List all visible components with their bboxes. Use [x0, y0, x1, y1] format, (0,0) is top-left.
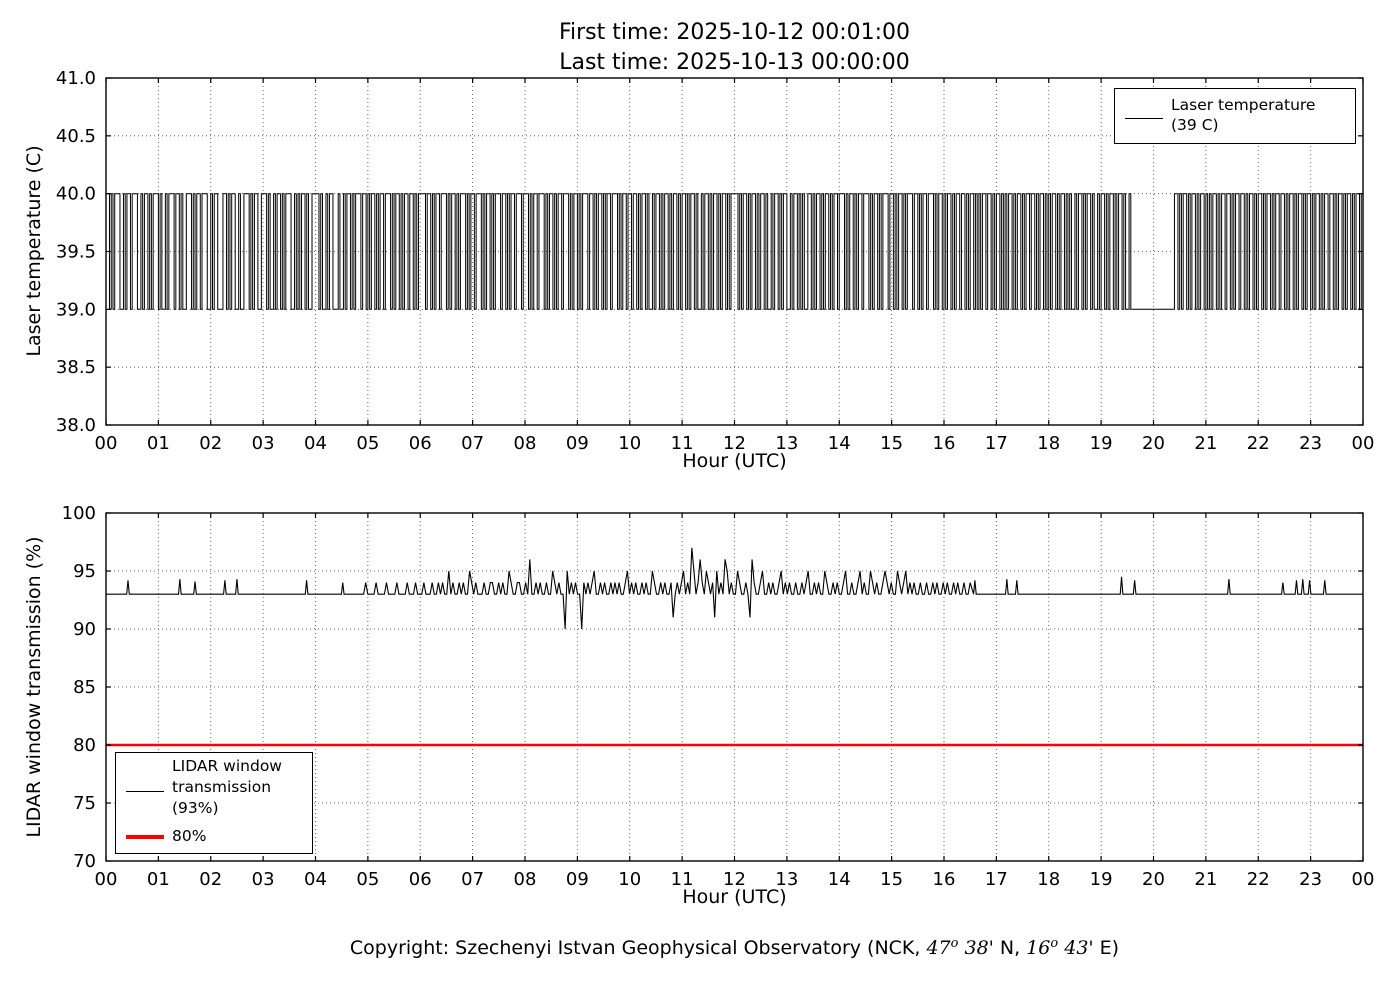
svg-text:02: 02 — [199, 869, 223, 890]
top-ylabel: Laser temperature (C) — [23, 145, 45, 357]
svg-text:16: 16 — [932, 869, 956, 890]
svg-text:00: 00 — [94, 433, 118, 454]
top-legend — [1114, 88, 1356, 144]
svg-text:03: 03 — [251, 433, 275, 454]
svg-text:15: 15 — [880, 869, 904, 890]
svg-text:19: 19 — [1089, 869, 1113, 890]
svg-text:21: 21 — [1194, 869, 1218, 890]
svg-text:12: 12 — [723, 869, 746, 890]
latitude-degrees: 47 — [926, 937, 951, 960]
legend-threshold-sample — [126, 835, 164, 839]
svg-text:02: 02 — [199, 433, 223, 454]
svg-text:12: 12 — [723, 433, 746, 454]
svg-text:09: 09 — [565, 869, 589, 890]
svg-text:23: 23 — [1299, 433, 1323, 454]
legend-label-line: Laser temperature — [1171, 96, 1316, 114]
bottom-legend-text — [172, 756, 282, 819]
svg-text:03: 03 — [251, 869, 275, 890]
longitude-minutes: 43' — [1058, 937, 1100, 960]
svg-text:22: 22 — [1246, 433, 1270, 454]
svg-text:01: 01 — [146, 869, 170, 890]
svg-text:04: 04 — [304, 433, 327, 454]
svg-text:39.0: 39.0 — [55, 299, 96, 321]
svg-text:00: 00 — [94, 869, 118, 890]
latitude-hemisphere: N, — [999, 937, 1027, 960]
svg-text:17: 17 — [984, 869, 1008, 890]
svg-text:40.0: 40.0 — [55, 183, 96, 205]
latitude-minutes: 38' — [958, 937, 1000, 960]
svg-text:08: 08 — [513, 433, 537, 454]
svg-text:14: 14 — [827, 433, 851, 454]
svg-text:21: 21 — [1194, 433, 1218, 454]
legend-line-sample — [1125, 118, 1163, 119]
svg-text:11: 11 — [670, 869, 694, 890]
svg-text:80: 80 — [73, 735, 96, 756]
legend-threshold-label: 80% — [172, 827, 207, 845]
svg-text:14: 14 — [827, 869, 851, 890]
svg-text:18: 18 — [1037, 433, 1061, 454]
svg-text:16: 16 — [932, 433, 956, 454]
legend-line-sample — [126, 791, 164, 792]
svg-text:90: 90 — [73, 619, 96, 640]
svg-text:07: 07 — [461, 433, 485, 454]
legend-label-line: (93%) — [172, 799, 219, 817]
svg-text:10: 10 — [618, 433, 642, 454]
copyright-text: Copyright: Szechenyi Istvan Geophysical Observatory (NCK, — [349, 937, 927, 960]
svg-text:05: 05 — [356, 869, 380, 890]
svg-text:75: 75 — [73, 793, 96, 814]
svg-text:41.0: 41.0 — [55, 68, 96, 89]
bottom-xlabel: Hour (UTC) — [682, 886, 787, 908]
svg-text:00: 00 — [1351, 433, 1375, 454]
svg-text:05: 05 — [356, 433, 380, 454]
svg-text:85: 85 — [73, 677, 96, 698]
svg-text:08: 08 — [513, 869, 537, 890]
svg-text:22: 22 — [1246, 869, 1270, 890]
svg-text:06: 06 — [408, 433, 432, 454]
svg-text:95: 95 — [73, 561, 96, 582]
svg-text:70: 70 — [73, 851, 96, 872]
svg-text:17: 17 — [984, 433, 1008, 454]
svg-text:39.5: 39.5 — [55, 241, 96, 263]
svg-text:19: 19 — [1089, 433, 1113, 454]
svg-text:07: 07 — [461, 869, 485, 890]
svg-text:20: 20 — [1142, 869, 1165, 890]
svg-text:40.5: 40.5 — [55, 125, 96, 147]
svg-text:13: 13 — [775, 869, 799, 890]
svg-text:23: 23 — [1299, 869, 1323, 890]
degree-symbol: o — [950, 936, 959, 951]
longitude-hemisphere: E) — [1099, 937, 1120, 960]
svg-text:10: 10 — [618, 869, 642, 890]
svg-text:38.5: 38.5 — [55, 357, 96, 379]
copyright — [106, 936, 1363, 959]
svg-text:100: 100 — [61, 503, 96, 524]
figure-title-line1: First time: 2025-10-12 00:01:00 — [558, 20, 911, 45]
bottom-ylabel: LIDAR window transmission (%) — [23, 536, 45, 838]
svg-text:20: 20 — [1142, 433, 1165, 454]
transmission-series — [106, 548, 1363, 629]
svg-text:06: 06 — [408, 869, 432, 890]
longitude-degrees: 16 — [1026, 937, 1051, 960]
figure-title-line2: Last time: 2025-10-13 00:00:00 — [559, 50, 910, 75]
svg-text:01: 01 — [146, 433, 170, 454]
svg-text:04: 04 — [304, 869, 327, 890]
svg-text:00: 00 — [1351, 869, 1375, 890]
svg-text:15: 15 — [880, 433, 904, 454]
svg-text:18: 18 — [1037, 869, 1061, 890]
degree-symbol: o — [1050, 936, 1059, 951]
legend-label-line: transmission — [172, 778, 272, 796]
top-legend-text — [1171, 95, 1315, 135]
svg-text:13: 13 — [775, 433, 799, 454]
bottom-legend — [115, 752, 313, 854]
legend-label-line: LIDAR window — [172, 757, 282, 775]
svg-text:11: 11 — [670, 433, 694, 454]
svg-text:38.0: 38.0 — [55, 415, 96, 436]
legend-label-line: (39 C) — [1171, 116, 1219, 134]
svg-text:09: 09 — [565, 433, 589, 454]
top-xlabel: Hour (UTC) — [682, 450, 787, 472]
